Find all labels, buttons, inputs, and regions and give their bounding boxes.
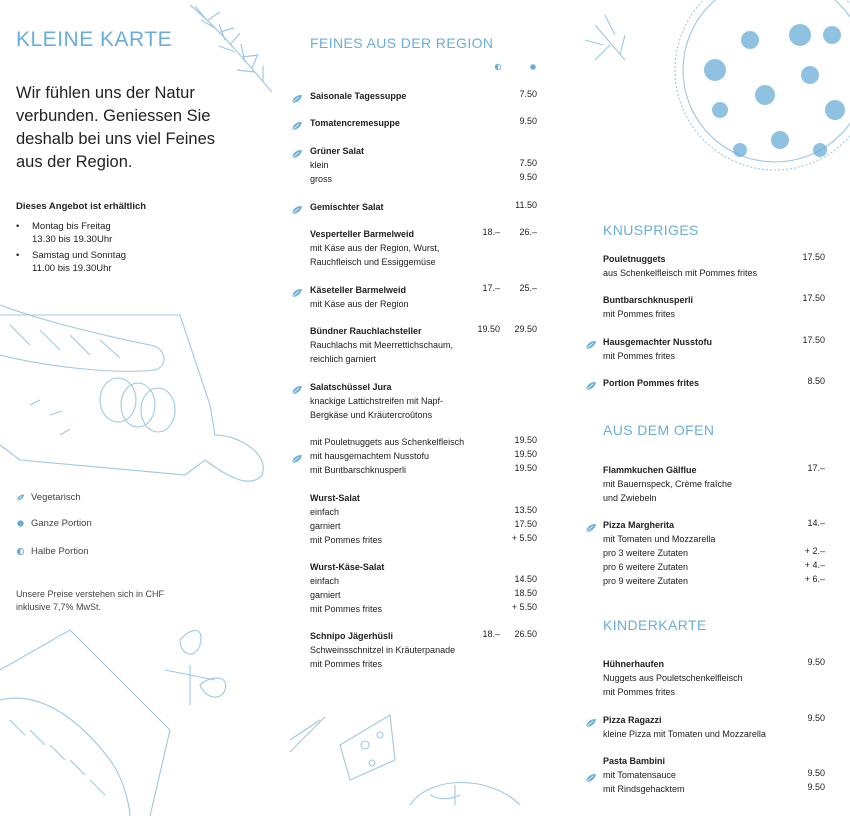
leaf-icon [585, 520, 597, 530]
menu-item-desc: Rauchlachs mit Meerrettichschaum, [310, 340, 454, 350]
leaf-icon [291, 118, 303, 128]
menu-item-name: Salatschüssel Jura [310, 382, 392, 392]
price-full: 9.50 [807, 713, 825, 723]
menu-item-desc: mit Pommes frites [310, 659, 383, 669]
leaf-icon [291, 451, 303, 461]
section-title-region: FEINES AUS DER REGION [310, 35, 494, 51]
menu-item-desc: aus Schenkelfleisch mit Pommes frites [603, 268, 758, 278]
leaf-icon [16, 493, 25, 502]
menu-item-desc: Nuggets aus Pouletschenkelfleisch [603, 673, 743, 683]
menu-item-option: mit Buntbarschknusperli [310, 465, 407, 475]
price-note [16, 588, 216, 614]
menu-item-desc: Schweinsschnitzel in Kräuterpanade [310, 645, 456, 655]
menu-item-desc: mit Pommes frites [603, 309, 676, 319]
price-full: 8.50 [807, 376, 825, 386]
menu-item-name: Bündner Rauchlachsteller [310, 326, 422, 336]
price-full: 14.50 [514, 574, 537, 584]
menu-item-name: Flammkuchen Gälflue [603, 465, 697, 475]
intro-text: Wir fühlen uns der Natur verbunden. Geniessen Sie deshalb bei uns viel Feines aus der Region. [16, 84, 216, 171]
price-full: 17.50 [802, 335, 825, 345]
price-extra: + 2.– [804, 546, 825, 556]
menu-item-name: Hausgemachter Nusstofu [603, 337, 713, 347]
price-half: 18.– [482, 629, 500, 639]
menu-item-desc: knackige Lattichstreifen mit Napf- [310, 396, 444, 406]
leaf-icon [291, 91, 303, 101]
menu-item-name: Grüner Salat [310, 146, 365, 156]
price-full: 29.50 [514, 324, 537, 334]
menu-item-name: Buntbarschknusperli [603, 295, 694, 305]
price-full: + 5.50 [511, 602, 537, 612]
price-full: 17.50 [514, 519, 537, 529]
menu-item-option: pro 9 weitere Zutaten [603, 576, 689, 586]
price-half: 19.50 [477, 324, 500, 334]
menu-item-desc: kleine Pizza mit Tomaten und Mozzarella [603, 729, 766, 739]
section-title-ofen: AUS DEM OFEN [603, 422, 715, 438]
menu-item-name: Pasta Bambini [603, 756, 666, 766]
section-title-knuspriges: KNUSPRIGES [603, 222, 699, 238]
price-full: 25.– [519, 283, 537, 293]
menu-item-desc: mit Tomaten und Mozzarella [603, 534, 716, 544]
menu-item-name: Hühnerhaufen [603, 659, 665, 669]
menu-item-option: mit Pouletnuggets aus Schenkelfleisch [310, 437, 465, 447]
price-full: 11.50 [515, 200, 537, 210]
menu-item-option: mit Pommes frites [310, 535, 383, 545]
menu-item-option: garniert [310, 521, 341, 531]
price-full: + 5.50 [511, 533, 537, 543]
leaf-icon [585, 378, 597, 388]
leaf-icon [585, 770, 597, 780]
menu-item-option: einfach [310, 576, 340, 586]
menu-title: KLEINE KARTE [16, 28, 173, 51]
menu-item-name: Wurst-Salat [310, 493, 360, 503]
half-circle-icon [16, 547, 25, 556]
price-full: 9.50 [807, 768, 825, 778]
price-full: 17.50 [802, 252, 825, 262]
availability-days: Samstag und Sonntag [32, 250, 127, 261]
price-full: 7.50 [519, 89, 537, 99]
menu-item-desc: reichlich garniert [310, 354, 377, 364]
full-circle-icon [529, 63, 537, 71]
legend-label: Vegetarisch [31, 492, 81, 503]
leaf-icon [291, 285, 303, 295]
bread-board-sketch [0, 285, 275, 490]
price-extra: + 6.– [804, 574, 825, 584]
menu-item-desc: und Zwiebeln [603, 493, 657, 503]
leaf-icon [291, 382, 303, 392]
menu-item-name: Pizza Ragazzi [603, 715, 662, 725]
availability-item [16, 249, 126, 275]
menu-item-name: Käseteller Barmelweid [310, 285, 407, 295]
price-full: 26.50 [514, 629, 537, 639]
menu-item-desc: Bergkäse und Kräutercroûtons [310, 410, 433, 420]
menu-item-name: Portion Pommes frites [603, 378, 700, 388]
leaf-icon [291, 146, 303, 156]
price-full: 9.50 [807, 657, 825, 667]
menu-item-option: garniert [310, 590, 341, 600]
price-half: 18.– [482, 227, 500, 237]
menu-item-name: Schnipo Jägerhüsli [310, 631, 394, 641]
price-full: 7.50 [519, 158, 537, 168]
menu-item-desc: mit Pommes frites [603, 687, 676, 697]
price-full: 17.50 [802, 293, 825, 303]
menu-item-option: pro 6 weitere Zutaten [603, 562, 689, 572]
availability-title: Dieses Angebot ist erhältlich [16, 201, 147, 212]
menu-item-desc: mit Bauernspeck, Crème fraîche [603, 479, 733, 489]
availability-time: 11.00 bis 19.30Uhr [32, 263, 112, 274]
legend-half-portion [16, 546, 89, 557]
availability-item [16, 220, 126, 246]
menu-item-desc: Rauchfleisch und Essiggemüse [310, 257, 436, 267]
price-full: 14.– [807, 518, 825, 528]
price-full: 19.50 [514, 435, 537, 445]
legend-vegetarian [16, 492, 81, 503]
section-title-kinder: KINDERKARTE [603, 617, 707, 633]
menu-item-name: Gemischter Salat [310, 202, 384, 212]
price-full: 17.– [807, 463, 825, 473]
menu-item-option: mit Tomatensauce [603, 770, 676, 780]
price-full: 13.50 [514, 505, 537, 515]
menu-item-option: pro 3 weitere Zutaten [603, 548, 689, 558]
menu-item-name: Pouletnuggets [603, 254, 666, 264]
cheese-sketch [280, 705, 550, 816]
menu-item-desc: mit Pommes frites [603, 351, 676, 361]
price-full: 19.50 [514, 449, 537, 459]
menu-item-option: mit hausgemachtem Nusstofu [310, 451, 430, 461]
price-full: 9.50 [519, 116, 537, 126]
menu-item-desc: mit Käse aus der Region [310, 299, 409, 309]
menu-item-option: klein [310, 160, 329, 170]
full-circle-icon [16, 519, 25, 528]
menu-item-option: einfach [310, 507, 340, 517]
menu-item-name: Wurst-Käse-Salat [310, 562, 385, 572]
menu-item-name: Vesperteller Barmelweid [310, 229, 415, 239]
leaf-icon [585, 715, 597, 725]
availability-list [16, 220, 126, 278]
price-full: 9.50 [807, 782, 825, 792]
menu-item-name: Saisonale Tagessuppe [310, 91, 407, 101]
price-full: 9.50 [519, 172, 537, 182]
menu-item-name: Tomatencremesuppe [310, 118, 400, 128]
price-half: 17.– [482, 283, 500, 293]
pizza-sketch [570, 0, 850, 185]
menu-item-option: mit Pommes frites [310, 604, 383, 614]
menu-item-option: gross [310, 174, 333, 184]
price-note-line: inklusive 7,7% MwSt. [16, 602, 102, 612]
legend-label: Ganze Portion [31, 518, 92, 529]
bread-sketch-bottom-left [0, 620, 250, 816]
menu-item-desc: mit Käse aus der Region, Wurst, [310, 243, 440, 253]
price-full: 26.– [519, 227, 537, 237]
availability-time: 13.30 bis 19.30Uhr [32, 234, 113, 245]
menu-item-name: Pizza Margherita [603, 520, 675, 530]
price-note-line: Unsere Preise verstehen sich in CHF [16, 589, 165, 599]
legend-full-portion [16, 518, 92, 529]
legend-label: Halbe Portion [31, 546, 89, 557]
price-full: 18.50 [514, 588, 537, 598]
price-extra: + 4.– [804, 560, 825, 570]
leaf-icon [291, 202, 303, 212]
half-circle-icon [494, 63, 502, 71]
price-full: 19.50 [514, 463, 537, 473]
leaf-icon [585, 337, 597, 347]
menu-item-option: mit Rindsgehacktem [603, 784, 685, 794]
availability-days: Montag bis Freitag [32, 221, 111, 232]
